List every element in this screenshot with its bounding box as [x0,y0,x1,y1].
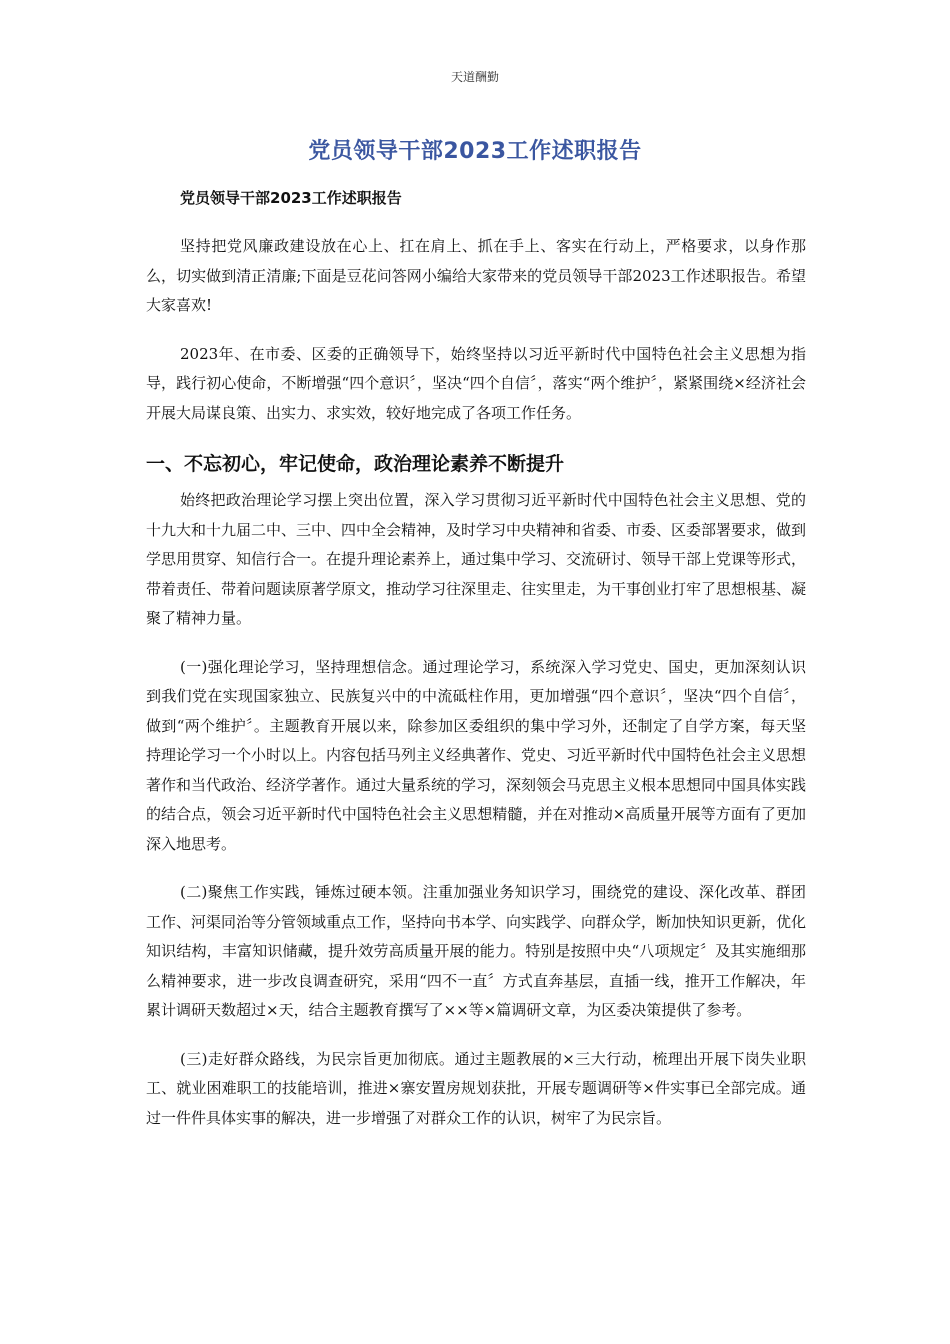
intro-paragraph: 坚持把党风廉政建设放在心上、扛在肩上、抓在手上、客实在行动上，严格要求，以身作那么，切实做到清正清廉;下面是豆花问答网小编给大家带来的党员领导干部2023工作述职报告。希望大家喜欢! [146,237,806,314]
document-title: 党员领导干部2023工作述职报告 [308,139,642,164]
body-paragraph: 始终把政治理论学习摆上突出位置，深入学习贯彻习近平新时代中国特色社会主义思想、党的十九大和十九届二中、三中、四中全会精神，及时学习中央精神和省委、市委、区委部署要求，做到学思用贯穿、知信行合一。在提升理论素养上，通过集中学习、交流研讨、领导干部上党课等形式，带着责任、带着问题读原著学原文，推动学习往深里走、往实里走，为干事创业打牢了思想根基、凝聚了精神力量。 [146,491,807,627]
document-subtitle: 党员领导干部2023工作述职报告 [180,189,402,207]
intro-paragraph: 2023年、在市委、区委的正确领导下，始终坚持以习近平新时代中国特色社会主义思想为指导，践行初心使命，不断增强“四个意识〞，坚决“四个自信〞，落实“两个维护〞，紧紧围绕×经济社会开展大局谋良策、出实力、求实效，较好地完成了各项工作任务。 [146,344,806,422]
document-body [146,186,806,1152]
body-paragraph: (三)走好群众路线，为民宗旨更加彻底。通过主题教展的×三大行动，梳理出开展下岗失业职工、就业困难职工的技能培训，推进×寨安置房规划获批，开展专题调研等×件实事已全部完成。通过一件件具体实事的解决，进一步增强了对群众工作的认识，树牢了为民宗旨。 [146,1049,806,1127]
body-paragraph: (二)聚焦工作实践，锤炼过硬本领。注重加强业务知识学习，围绕党的建设、深化改革、群团工作、河渠同治等分管领域重点工作，坚持向书本学、向实践学、向群众学，断加快知识更新，优化知识结构，丰富知识储藏，提升效劳高质量开展的能力。特别是按照中央“八项规定〞及其实施细那么精神要求，进一步改良调查研究，采用“四不一直〞方式直奔基层，直插一线，推开工作解决，年累计调研天数超过×天，结合主题教育撰写了××等×篇调研文章，为区委决策提供了参考。 [146,883,807,1019]
header-note: 天道酬勤 [450,70,499,84]
body-paragraph: (一)强化理论学习，坚持理想信念。通过理论学习，系统深入学习党史、国史，更加深刻认识到我们党在实现国家独立、民族复兴中的中流砥柱作用，更加增强“四个意识〞，坚决“四个自信〞，做到“两个维护〞。主题教育开展以来，除参加区委组织的集中学习外，还制定了自学方案，每天坚持理论学习一个小时以上。内容包括马列主义经典著作、党史、习近平新时代中国特色社会主义思想著作和当代政治、经济学著作。通过大量系统的学习，深刻领会马克思主义根本思想同中国具体实践的结合点，领会习近平新时代中国特色社会主义思想精髓，并在对推动×高质量开展等方面有了更加深入地思考。 [146,657,807,853]
section-heading: 一、不忘初心，牢记使命，政治理论素养不断提升 [146,453,565,475]
